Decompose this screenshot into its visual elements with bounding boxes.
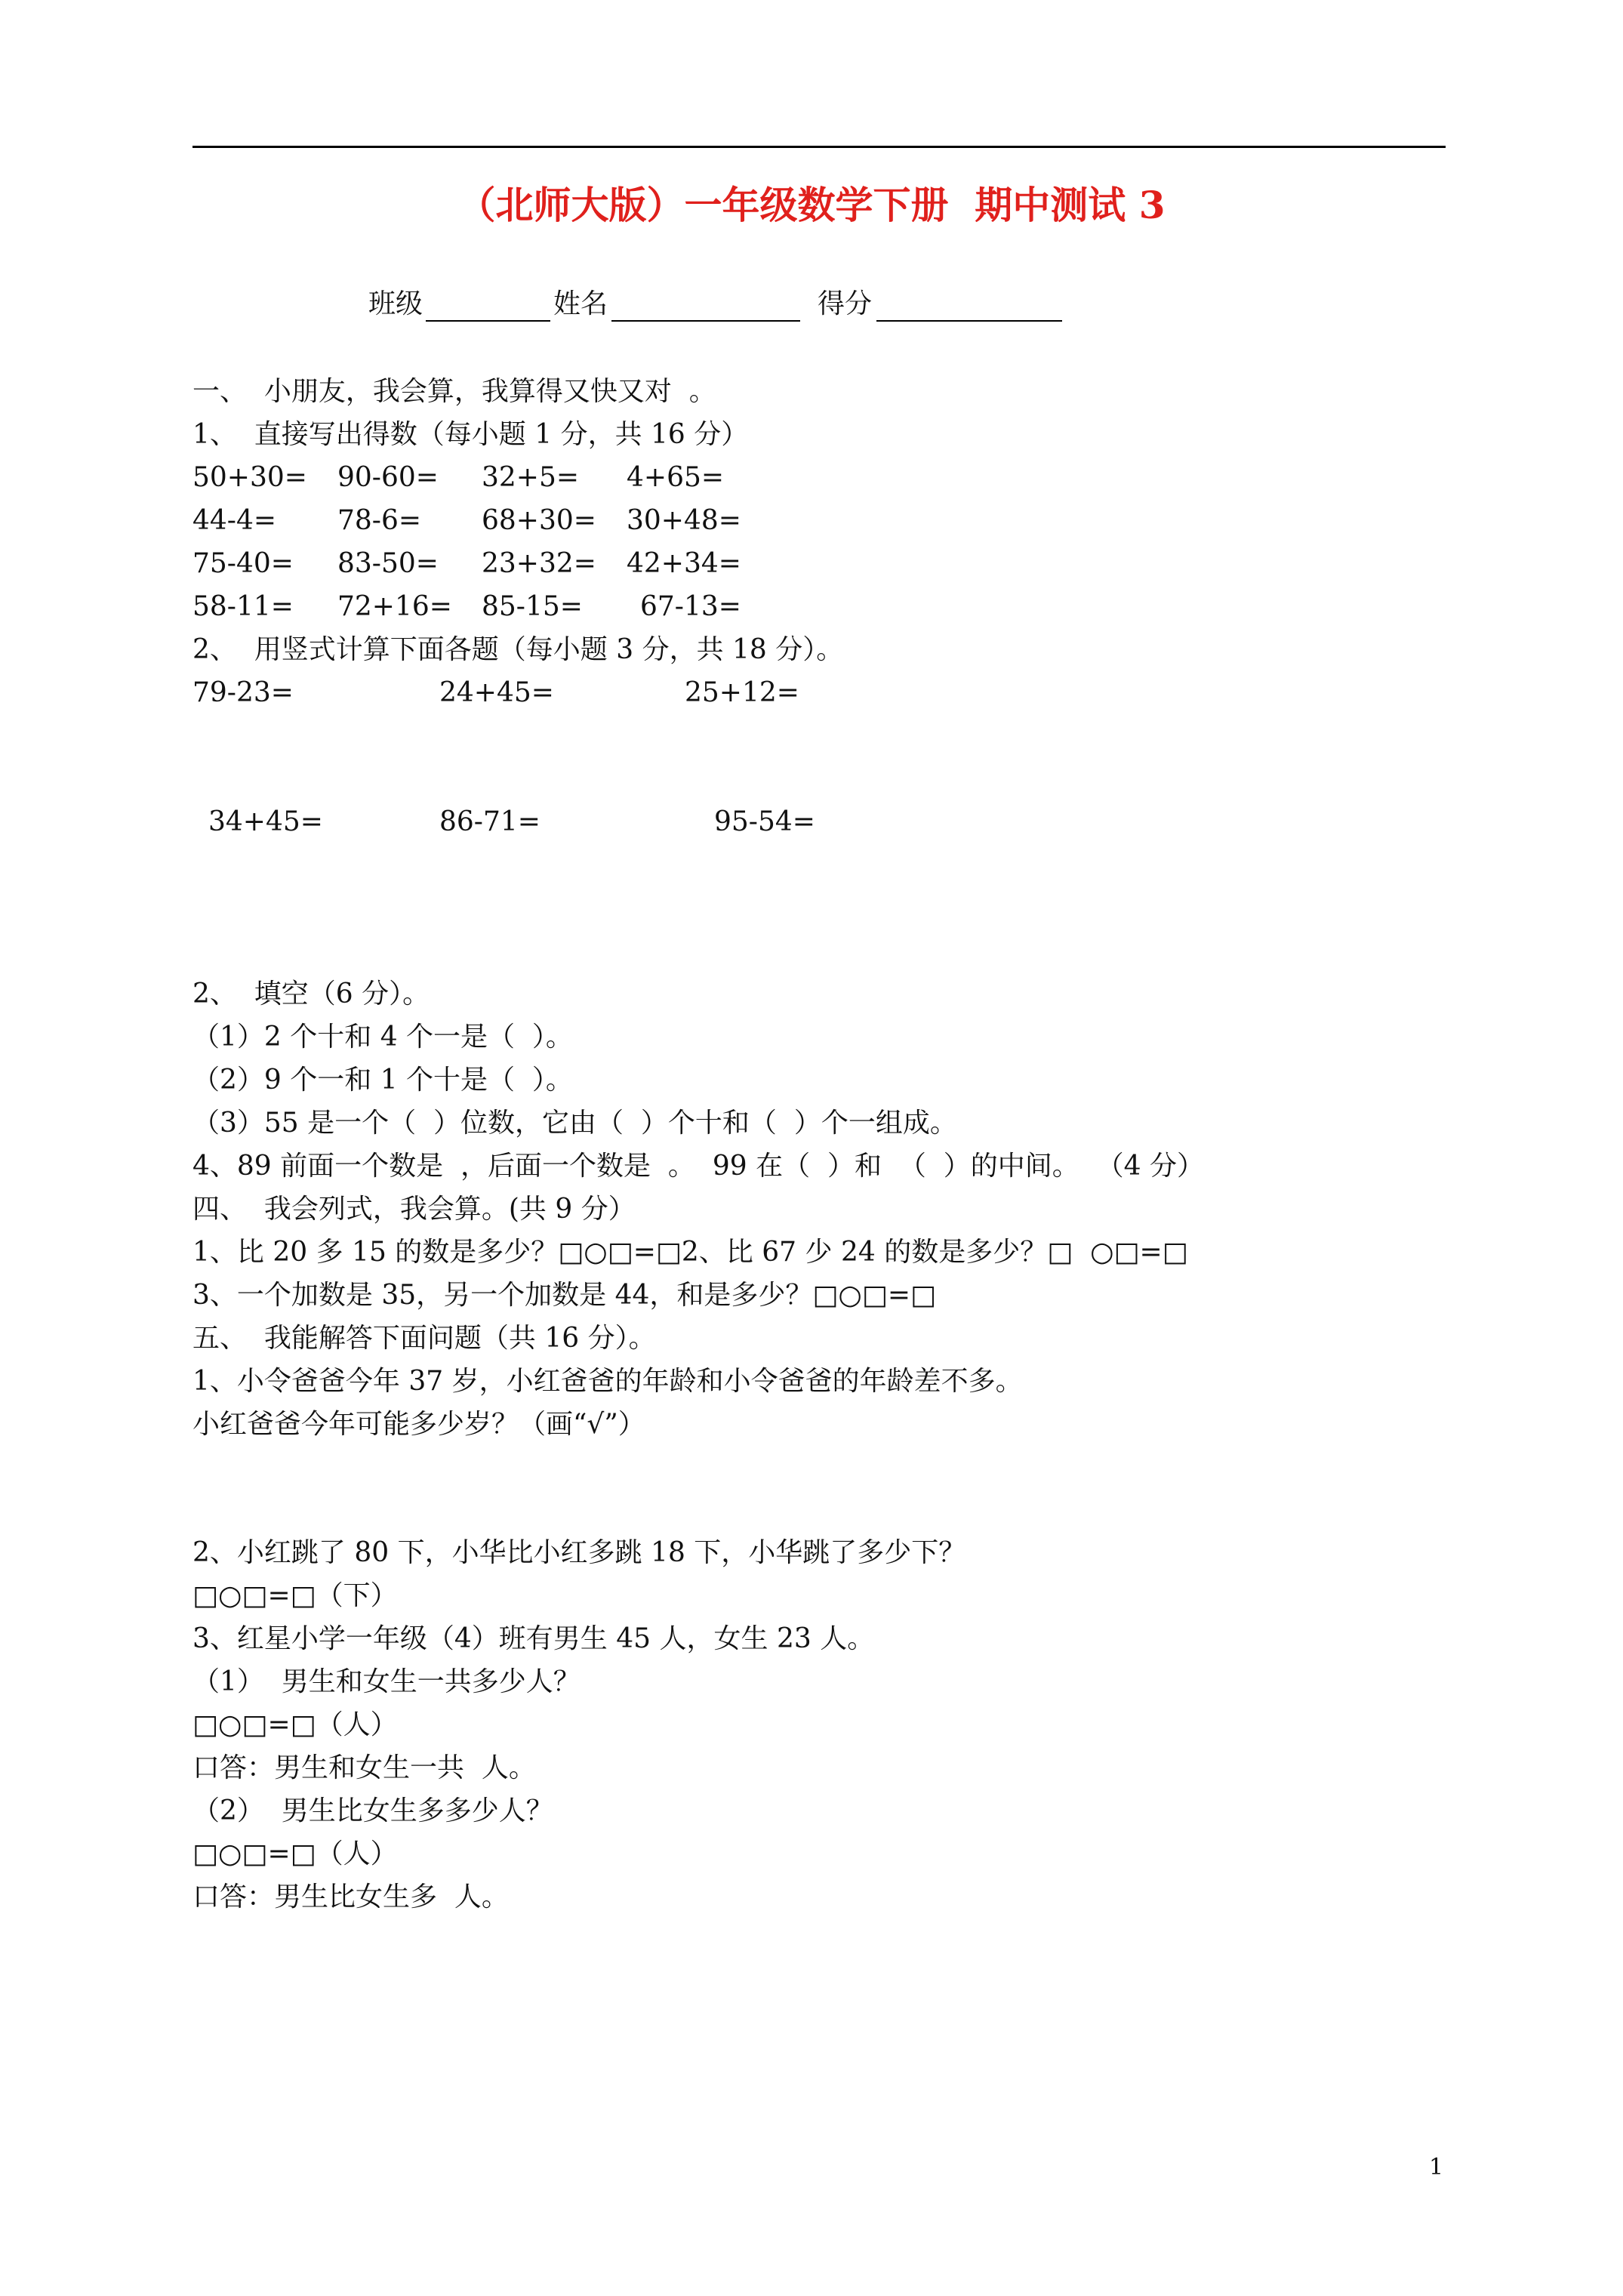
calc-item: 50+30=: [192, 462, 307, 493]
q2-label: 2、 用竖式计算下面各题（每小题 3 分，共 18 分）。: [192, 634, 844, 665]
calc-item: 68+30=: [482, 505, 596, 536]
equation-line: □○□=□（人）: [192, 1838, 398, 1869]
score-blank[interactable]: [876, 320, 1062, 322]
answer-line: 口答：男生比女生多 人。: [192, 1881, 509, 1912]
sub-question: （1） 男生和女生一共多少人？: [192, 1666, 581, 1697]
calc-item: 75-40=: [192, 548, 294, 579]
equation-item: 3、一个加数是 35，另一个加数是 44，和是多少？□○□=□: [192, 1280, 937, 1311]
problem-text: 2、小红跳了 80 下，小华比小红多跳 18 下，小华跳了多少下？: [192, 1537, 966, 1568]
vertical-calc-item: 86-71=: [439, 806, 540, 837]
calc-item: 85-15=: [482, 591, 583, 622]
q1-label: 1、 直接写出得数（每小题 1 分，共 16 分）: [192, 419, 749, 450]
section4-heading: 四、 我会列式，我会算。(共 9 分）: [192, 1194, 636, 1225]
fill-item: 4、89 前面一个数是 ，后面一个数是 。 99 在（ ）和 （ ）的中间。 （4 分）: [192, 1151, 1204, 1182]
calc-item: 32+5=: [482, 462, 580, 493]
calc-item: 42+34=: [627, 548, 741, 579]
problem-text: 1、小令爸爸今年 37 岁，小红爸爸的年龄和小令爸爸的年龄差不多。: [192, 1366, 1023, 1397]
calc-item: 83-50=: [337, 548, 439, 579]
class-label: 班级: [368, 288, 423, 319]
calc-item: 72+16=: [337, 591, 452, 622]
vertical-calc-item: 34+45=: [208, 806, 323, 837]
section2-heading: 2、 填空（6 分）。: [192, 978, 430, 1009]
section1-heading: 一、 小朋友，我会算，我算得又快又对 。: [192, 376, 716, 407]
calc-item: 67-13=: [640, 591, 741, 622]
calc-item: 23+32=: [482, 548, 596, 579]
problem-text: 小红爸爸今年可能多少岁？（画“√”）: [192, 1409, 645, 1440]
problem-text: 3、红星小学一年级（4）班有男生 45 人，女生 23 人。: [192, 1623, 875, 1654]
calc-item: 44-4=: [192, 505, 277, 536]
fill-item: （2）9 个一和 1 个十是（ ）。: [192, 1065, 573, 1096]
score-label: 得分: [818, 288, 873, 319]
name-label: 姓名: [553, 288, 608, 319]
fill-item: （1）2 个十和 4 个一是（ ）。: [192, 1022, 573, 1052]
calc-item: 30+48=: [627, 505, 741, 536]
vertical-calc-item: 25+12=: [685, 677, 799, 708]
sub-question: （2） 男生比女生多多少人？: [192, 1795, 553, 1826]
answer-line: 口答：男生和女生一共 人。: [192, 1752, 536, 1783]
equation-line: □○□=□（下）: [192, 1580, 398, 1611]
calc-item: 90-60=: [337, 462, 439, 493]
section5-heading: 五、 我能解答下面问题（共 16 分）。: [192, 1323, 656, 1354]
equation-item: 1、比 20 多 15 的数是多少？□○□=□2、比 67 少 24 的数是多少？□ ○□=□: [192, 1237, 1188, 1268]
equation-line: □○□=□（人）: [192, 1709, 398, 1740]
vertical-calc-item: 79-23=: [192, 677, 294, 708]
calc-item: 4+65=: [627, 462, 725, 493]
fill-item: （3）55 是一个（ ）位数，它由（ ）个十和（ ）个一组成。: [192, 1108, 957, 1139]
top-rule: [192, 146, 1446, 148]
vertical-calc-item: 95-54=: [714, 806, 815, 837]
page-title: （北师大版）一年级数学下册 期中测试 3: [457, 183, 1166, 227]
calc-item: 78-6=: [337, 505, 422, 536]
calc-item: 58-11=: [192, 591, 294, 622]
page-number: 1: [1429, 2154, 1444, 2180]
vertical-calc-item: 24+45=: [439, 677, 554, 708]
name-blank[interactable]: [611, 320, 800, 322]
class-blank[interactable]: [426, 320, 550, 322]
